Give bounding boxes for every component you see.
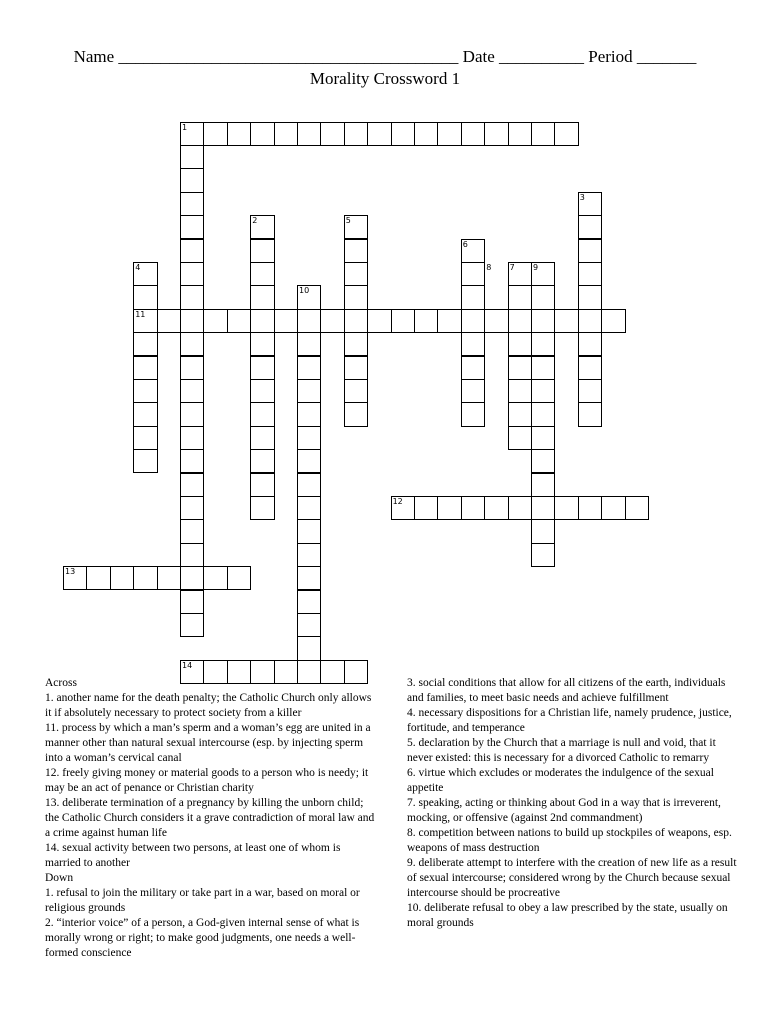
clue-number-label: 2 [252,216,258,226]
grid-cell[interactable] [297,636,321,660]
clue-down-1: 1. refusal to join the military or take part in a war, based on moral or religious grounds [45,887,360,914]
grid-cell[interactable] [297,356,321,380]
grid-cell[interactable] [250,496,274,520]
grid-cell[interactable] [461,332,485,356]
grid-cell[interactable] [508,496,532,520]
grid-cell[interactable] [601,309,625,333]
grid-cell[interactable] [250,122,274,146]
grid-cell[interactable] [437,496,461,520]
grid-cell[interactable] [133,402,157,426]
grid-cell[interactable] [180,192,204,216]
grid-cell[interactable] [508,426,532,450]
grid-cell[interactable] [250,262,274,286]
grid-cell[interactable] [578,215,602,239]
grid-cell[interactable] [508,356,532,380]
clue-number-label: 7 [509,262,515,272]
grid-cell[interactable] [578,402,602,426]
grid-cell[interactable] [180,145,204,169]
grid-cell[interactable] [344,122,368,146]
clue-across-13: 13. deliberate termination of a pregnancy by killing the unborn child; the Catholic Church considers it a grave contradiction of moral law and a crime against human life [45,797,375,839]
grid-cell[interactable] [461,402,485,426]
grid-cell[interactable] [344,332,368,356]
grid-cell[interactable] [180,566,204,590]
grid-cell[interactable] [578,496,602,520]
grid-cell[interactable] [297,426,321,450]
clue-number-label: 10 [299,286,310,296]
grid-cell[interactable] [180,473,204,497]
clue-across-14: 14. sexual activity between two persons, at least one of whom is married to another [45,842,341,869]
grid-cell[interactable] [133,332,157,356]
grid-cell[interactable] [531,449,555,473]
grid-cell[interactable] [578,262,602,286]
clue-number-label: 5 [345,216,351,226]
clues-left-column [45,676,375,961]
grid-cell[interactable] [508,285,532,309]
grid-cell[interactable] [461,122,485,146]
grid-cell[interactable] [227,122,251,146]
grid-cell[interactable] [180,449,204,473]
clue-number-label: 8 [486,262,492,272]
grid-cell[interactable] [625,496,649,520]
grid-cell[interactable] [461,262,485,286]
grid-cell[interactable] [484,309,508,333]
grid-cell[interactable] [531,379,555,403]
grid-cell[interactable] [578,285,602,309]
grid-cell[interactable] [180,496,204,520]
grid-cell[interactable] [531,122,555,146]
clue-number-label: 14 [182,660,193,670]
clue-number-label: 11 [135,309,146,319]
grid-cell[interactable] [344,239,368,263]
grid-cell[interactable] [437,309,461,333]
grid-cell[interactable] [297,309,321,333]
clue-number-label: 4 [135,262,141,272]
grid-cell[interactable] [157,566,181,590]
grid-cell[interactable] [180,426,204,450]
clue-number-label: 12 [392,496,403,506]
grid-cell[interactable] [250,379,274,403]
grid-cell[interactable] [274,122,298,146]
grid-cell[interactable] [578,379,602,403]
name-date-period-line: Name ________________________________________ Date __________ Period _______ [73,47,697,66]
grid-cell[interactable] [531,285,555,309]
grid-cell[interactable] [203,122,227,146]
grid-cell[interactable] [250,402,274,426]
grid-cell[interactable] [578,356,602,380]
grid-cell[interactable] [320,309,344,333]
grid-cell[interactable] [297,543,321,567]
clue-across-11: 11. process by which a man’s sperm and a woman’s egg are united in a manner other than natural sexual intercourse (esp. by injecting sperm into a woman’s cervical canal [45,722,371,764]
grid-cell[interactable] [578,239,602,263]
grid-cell[interactable] [531,519,555,543]
grid-cell[interactable] [203,309,227,333]
grid-cell[interactable] [531,496,555,520]
grid-cell[interactable] [297,122,321,146]
grid-cell[interactable] [414,496,438,520]
grid-cell[interactable] [180,168,204,192]
grid-cell[interactable] [367,122,391,146]
grid-cell[interactable] [344,379,368,403]
grid-cell[interactable] [297,613,321,637]
grid-cell[interactable] [86,566,110,590]
grid-cell[interactable] [531,543,555,567]
page-title: Morality Crossword 1 [309,69,461,88]
grid-cell[interactable] [531,309,555,333]
grid-cell[interactable] [414,122,438,146]
clue-down-8: 8. competition between nations to build up stockpiles of weapons, esp. weapons of mass destruction [407,827,732,854]
grid-cell[interactable] [554,122,578,146]
grid-cell[interactable] [344,402,368,426]
grid-cell[interactable] [461,379,485,403]
grid-cell[interactable] [133,379,157,403]
clue-number-label: 9 [533,262,539,272]
clue-down-3: 3. social conditions that allow for all citizens of the earth, individuals and families, to meet basic needs and achieve fulfillment [407,677,726,704]
grid-cell[interactable] [180,519,204,543]
grid-cell[interactable] [601,496,625,520]
grid-cell[interactable] [297,449,321,473]
grid-cell[interactable] [554,309,578,333]
clue-across-1: 1. another name for the death penalty; the Catholic Church only allows it if absolutely necessary to protect society from a killer [45,692,372,719]
grid-cell[interactable] [508,122,532,146]
grid-cell[interactable] [297,379,321,403]
grid-cell[interactable] [157,309,181,333]
grid-cell[interactable] [133,426,157,450]
grid-cell[interactable] [437,122,461,146]
grid-cell[interactable] [297,566,321,590]
clue-down-10: 10. deliberate refusal to obey a law prescribed by the state, usually on moral grounds [407,902,728,929]
grid-cell[interactable] [554,496,578,520]
grid-cell[interactable] [531,356,555,380]
grid-cell[interactable] [180,613,204,637]
grid-cell[interactable] [180,215,204,239]
grid-cell[interactable] [344,356,368,380]
across-heading: Across [45,677,77,689]
clues-right-column [407,676,737,931]
grid-cell[interactable] [461,285,485,309]
grid-cell[interactable] [250,449,274,473]
clue-across-12: 12. freely giving money or material goods to a person who is needy; it may be an act of penance or Christian charity [45,767,369,794]
grid-cell[interactable] [180,285,204,309]
grid-cell[interactable] [297,473,321,497]
grid-cell[interactable] [133,285,157,309]
grid-cell[interactable] [250,239,274,263]
grid-cell[interactable] [508,402,532,426]
grid-cell[interactable] [180,239,204,263]
grid-cell[interactable] [531,402,555,426]
grid-cell[interactable] [250,426,274,450]
grid-cell[interactable] [250,285,274,309]
grid-cell[interactable] [297,332,321,356]
grid-cell[interactable] [180,402,204,426]
grid-cell[interactable] [180,379,204,403]
grid-cell[interactable] [133,356,157,380]
grid-cell[interactable] [344,262,368,286]
grid-cell[interactable] [227,566,251,590]
grid-cell[interactable] [391,122,415,146]
grid-cell[interactable] [133,566,157,590]
grid-cell[interactable] [180,332,204,356]
grid-cell[interactable] [180,356,204,380]
grid-cell[interactable] [344,309,368,333]
grid-cell[interactable] [297,590,321,614]
grid-cell[interactable] [461,356,485,380]
clue-number-label: 3 [579,192,585,202]
down-heading: Down [45,872,74,884]
grid-cell[interactable] [250,332,274,356]
grid-cell[interactable] [508,332,532,356]
grid-cell[interactable] [250,473,274,497]
grid-cell[interactable] [297,519,321,543]
grid-cell[interactable] [461,309,485,333]
clue-down-5: 5. declaration by the Church that a marriage is null and void, that it never existed: this is necessary for a divorced Catholic to remarry [407,737,716,764]
clue-number-label: 13 [65,567,76,577]
grid-cell[interactable] [180,309,204,333]
clue-number-label: 6 [462,239,468,249]
grid-cell[interactable] [414,309,438,333]
grid-cell[interactable] [227,309,251,333]
grid-cell[interactable] [180,590,204,614]
clue-down-6: 6. virtue which excludes or moderates the indulgence of the sexual appetite [407,767,714,794]
grid-cell[interactable] [531,473,555,497]
grid-cell[interactable] [508,309,532,333]
grid-cell[interactable] [250,309,274,333]
grid-cell[interactable] [274,309,298,333]
clue-down-2: 2. “interior voice” of a person, a God-given internal sense of what is morally wrong or right; to make good judgments, one needs a well-formed conscience [45,917,360,959]
clue-down-9: 9. deliberate attempt to interfere with the creation of new life as a result of sexual intercourse; considered wrong by the Church because sexual intercourse should be procreative [407,857,737,899]
grid-cell[interactable] [531,426,555,450]
grid-cell[interactable] [367,309,391,333]
grid-cell[interactable] [344,285,368,309]
grid-cell[interactable] [578,332,602,356]
grid-cell[interactable] [133,449,157,473]
grid-cell[interactable] [203,566,227,590]
grid-cell[interactable] [110,566,134,590]
grid-cell[interactable] [461,496,485,520]
grid-cell[interactable] [484,122,508,146]
grid-cell[interactable] [508,379,532,403]
grid-cell[interactable] [250,356,274,380]
grid-cell[interactable] [484,496,508,520]
clue-down-4: 4. necessary dispositions for a Christian life, namely prudence, justice, fortitude, and temperance [407,707,732,734]
grid-cell[interactable] [391,309,415,333]
grid-cell[interactable] [578,309,602,333]
grid-cell[interactable] [180,262,204,286]
grid-cell[interactable] [297,496,321,520]
grid-cell[interactable] [180,543,204,567]
grid-cell[interactable] [320,122,344,146]
clue-down-7: 7. speaking, acting or thinking about God in a way that is irreverent, mocking, or offensive (against 2nd commandment) [407,797,721,824]
grid-cell[interactable] [531,332,555,356]
grid-cell[interactable] [297,402,321,426]
clue-number-label: 1 [182,122,188,132]
